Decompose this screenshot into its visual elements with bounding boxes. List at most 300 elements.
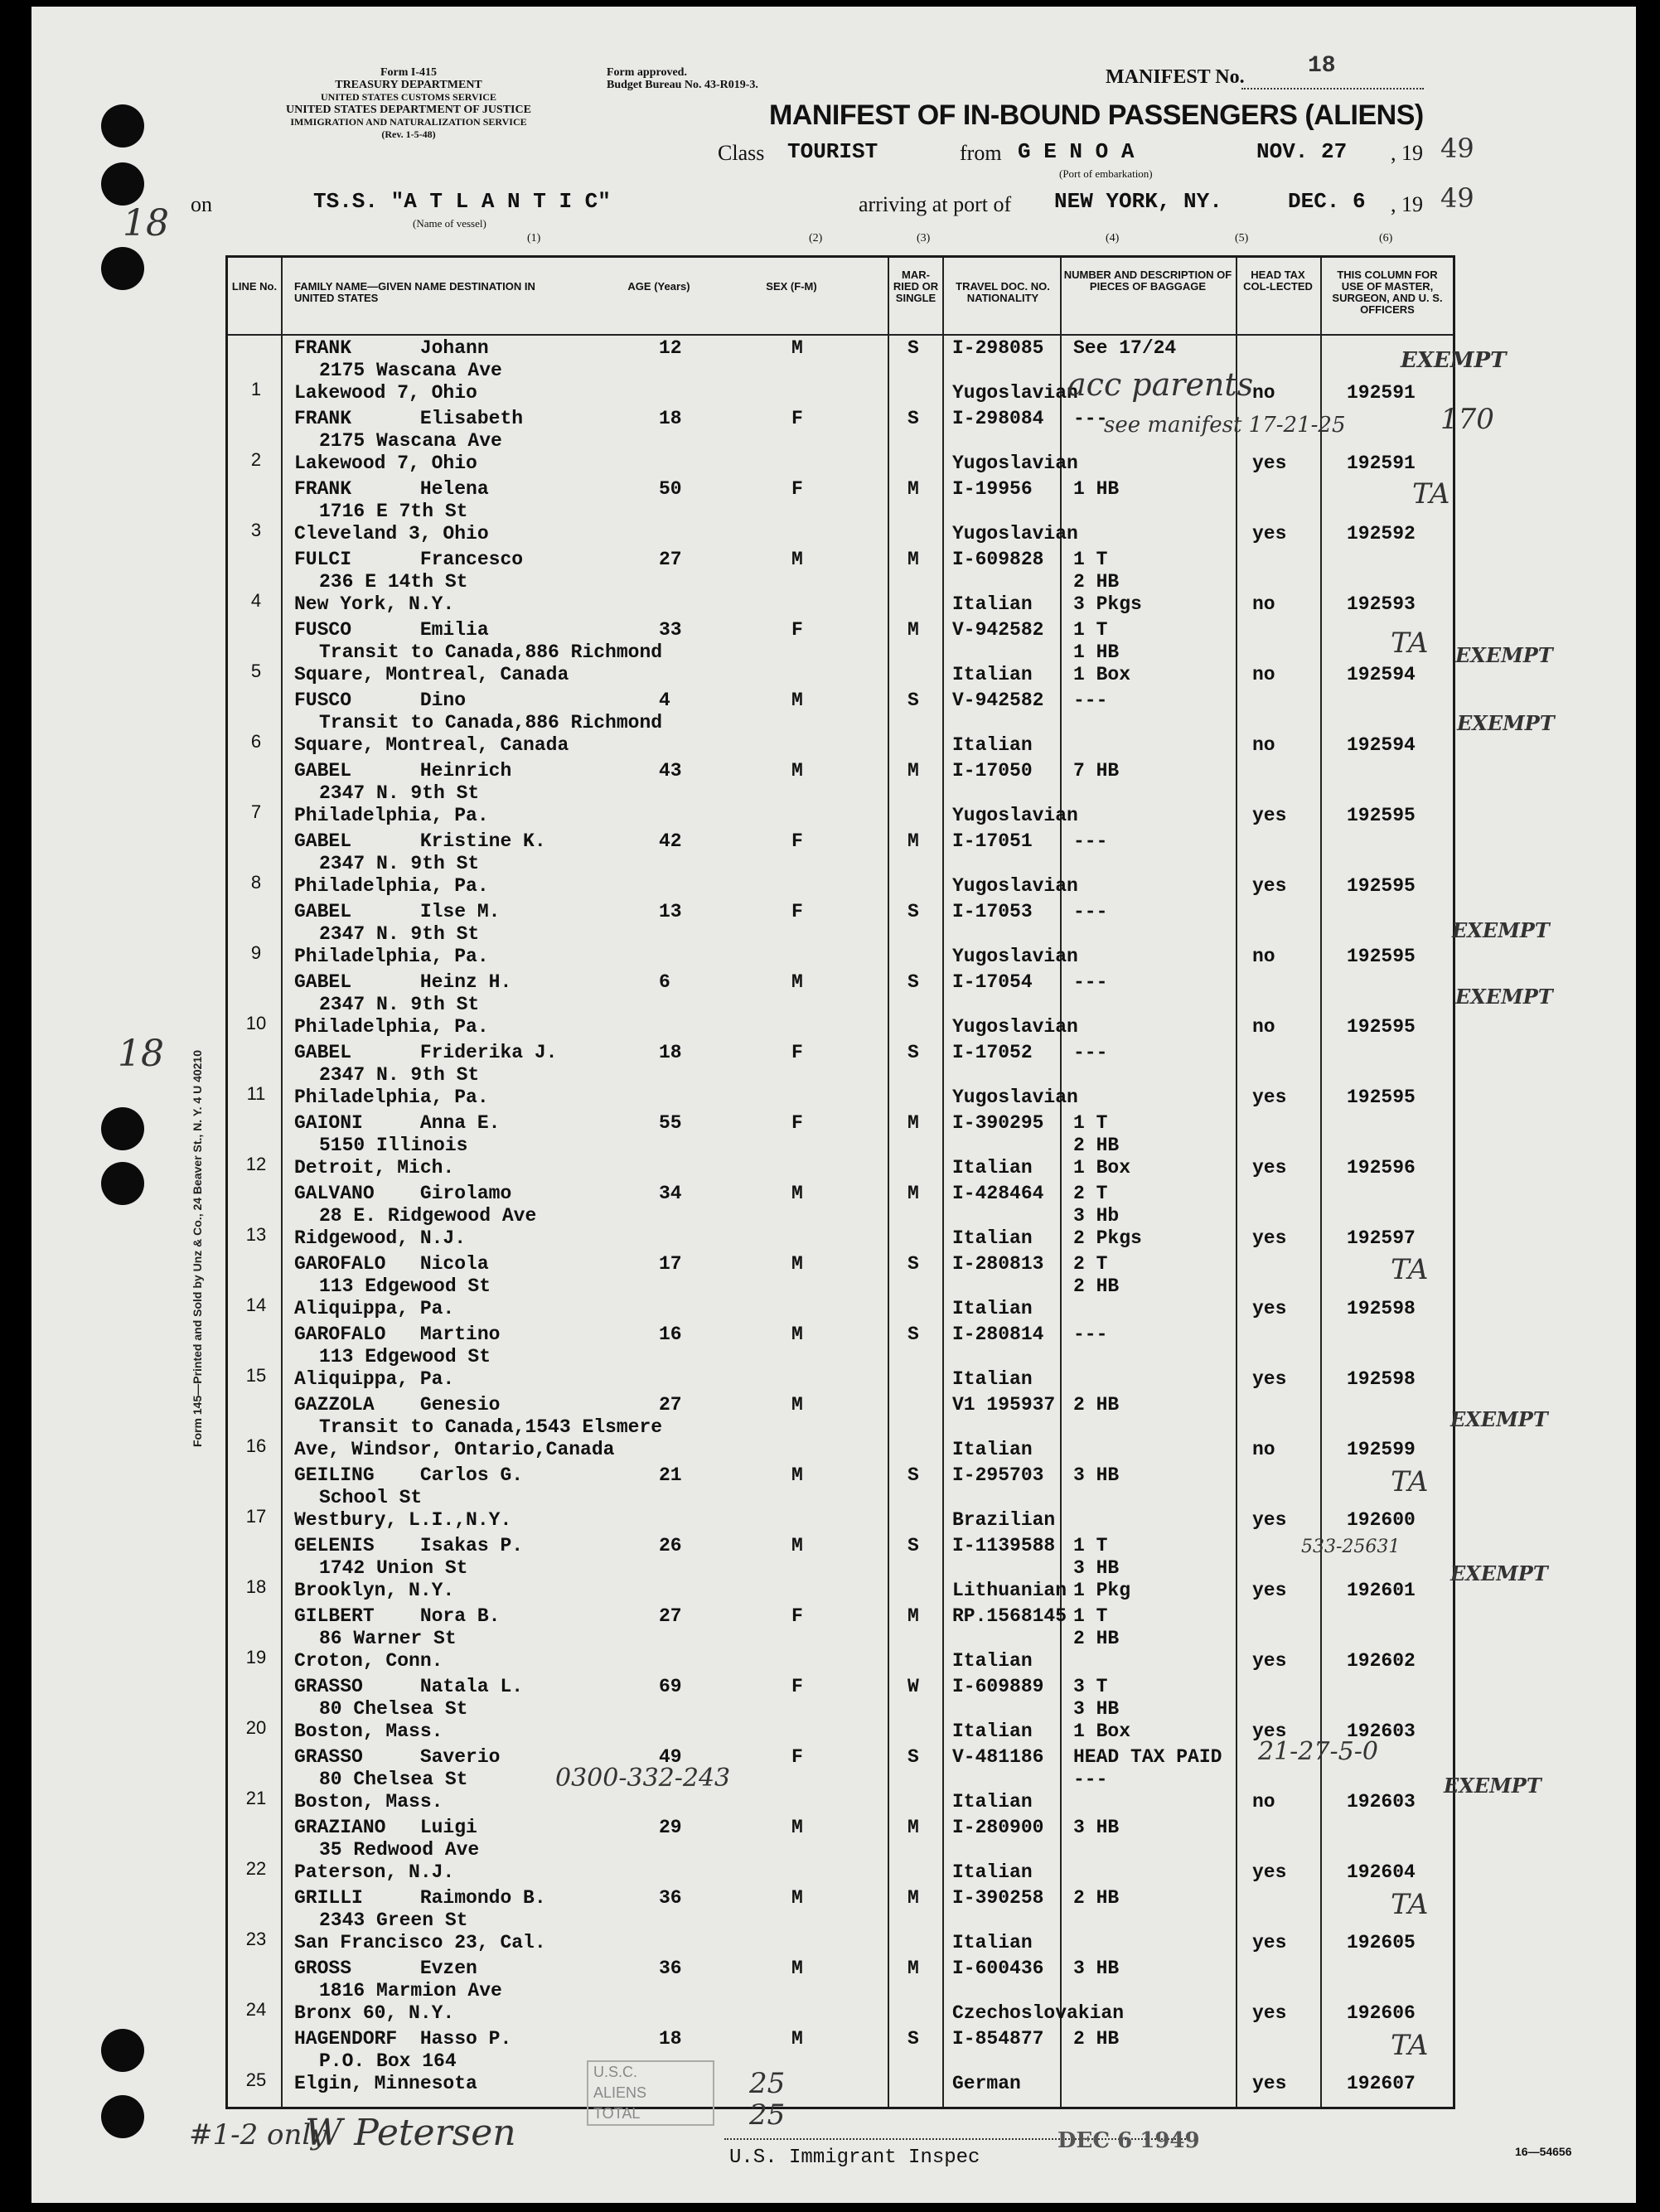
travel-doc-number: I-280814 [952, 1324, 1044, 1345]
line-number: 14 [245, 1295, 267, 1315]
nationality: Yugoslavian [952, 1087, 1078, 1108]
nationality: Italian [952, 1861, 1033, 1883]
marital-status: S [907, 1746, 919, 1768]
punch-hole [101, 1107, 144, 1150]
age: 12 [659, 337, 682, 359]
head-tax-collected: yes [1252, 1509, 1287, 1531]
baggage-line-1: 2 T [1073, 1183, 1108, 1204]
ta-mark: TA [1391, 1465, 1429, 1498]
ta-mark: TA [1391, 1888, 1429, 1921]
head-tax-collected: yes [1252, 1580, 1287, 1601]
customs-service: UNITED STATES CUSTOMS SERVICE [321, 91, 496, 103]
vessel-name: TS.S. "A T L A N T I C" [313, 189, 611, 214]
total-count-b: 25 [749, 2098, 786, 2132]
travel-doc-number: I-280813 [952, 1253, 1044, 1275]
travel-doc-number: I-295703 [952, 1464, 1044, 1486]
form-number: Form I-415 [380, 66, 438, 79]
marital-status: S [907, 1324, 919, 1345]
travel-doc-number: I-390258 [952, 1887, 1044, 1909]
passenger-name: FULCI Francesco [294, 549, 524, 570]
age: 13 [659, 901, 682, 922]
arrival-year-prefix: , 19 [1391, 192, 1423, 216]
punch-hole [101, 2095, 144, 2138]
travel-doc-number: I-280900 [952, 1817, 1044, 1838]
inspector-signature: W Petersen [305, 2112, 516, 2154]
officer-number: 192595 [1347, 946, 1416, 967]
travel-doc-number: I-17052 [952, 1042, 1033, 1063]
baggage-line-3: 1 Box [1073, 664, 1131, 685]
baggage-line-2: 3 HB [1073, 1698, 1120, 1720]
sex: F [791, 1676, 803, 1697]
nationality: Italian [952, 1157, 1033, 1179]
manifest-title: MANIFEST OF IN-BOUND PASSENGERS (ALIENS) [769, 99, 1424, 131]
nationality: Czechoslovakian [952, 2002, 1125, 2024]
head-tax-collected: yes [1252, 1650, 1287, 1672]
punch-hole [101, 104, 144, 148]
age: 69 [659, 1676, 682, 1697]
address-line-1: 2347 N. 9th St [319, 923, 480, 945]
marital-status: S [907, 408, 919, 429]
address-line-2: Boston, Mass. [294, 1721, 443, 1742]
address-line-2: Philadelphia, Pa. [294, 875, 489, 897]
hand-18-top: 18 [123, 202, 169, 244]
inspector-label: U.S. Immigrant Inspec [729, 2147, 980, 2169]
address-line-2: Croton, Conn. [294, 1650, 443, 1672]
marital-status: S [907, 337, 919, 359]
form-code: 16—54656 [1515, 2145, 1572, 2158]
colhead-travel: TRAVEL DOC. NO. NATIONALITY [956, 280, 1050, 304]
address-line-2: Elgin, Minnesota [294, 2073, 477, 2094]
baggage-line-1: --- [1073, 901, 1108, 922]
line-number: 22 [245, 1858, 267, 1879]
marital-status: M [907, 478, 919, 500]
travel-doc-number: I-298084 [952, 408, 1044, 429]
address-line-1: 113 Edgewood St [319, 1346, 491, 1367]
address-line-2: Lakewood 7, Ohio [294, 382, 477, 404]
baggage-line-1: --- [1073, 830, 1108, 852]
table-row [228, 1533, 1453, 1604]
nationality: Lithuanian [952, 1580, 1067, 1601]
marital-status: W [907, 1676, 919, 1697]
table-row [228, 1322, 1453, 1392]
baggage-line-2: 3 HB [1073, 1557, 1120, 1579]
age: 18 [659, 408, 682, 429]
address-line-2: Westbury, L.I.,N.Y. [294, 1509, 512, 1531]
nationality: Italian [952, 593, 1033, 615]
baggage-line-2: 2 HB [1073, 1275, 1120, 1297]
head-tax-collected: yes [1252, 1298, 1287, 1319]
head-tax-collected: yes [1252, 523, 1287, 545]
doj: UNITED STATES DEPARTMENT OF JUSTICE [286, 104, 531, 116]
nationality: Yugoslavian [952, 382, 1078, 404]
passenger-name: GRAZIANO Luigi [294, 1817, 477, 1838]
age: 18 [659, 1042, 682, 1063]
officer-number: 192599 [1347, 1439, 1416, 1460]
baggage-line-1: 7 HB [1073, 760, 1120, 782]
hand-acc-parents: acc parents [1067, 366, 1254, 403]
marital-status: M [907, 830, 919, 852]
address-line-1: 1716 E 7th St [319, 501, 468, 522]
punch-hole [101, 1162, 144, 1205]
nationality: Italian [952, 1227, 1033, 1249]
travel-doc-number: I-17054 [952, 971, 1033, 993]
revision: (Rev. 1-5-48) [381, 128, 436, 140]
address-line-2: Ave, Windsor, Ontario,Canada [294, 1439, 615, 1460]
marital-status: M [907, 619, 919, 641]
baggage-line-2: 1 HB [1073, 641, 1120, 663]
head-tax-collected: yes [1252, 2073, 1287, 2094]
baggage-line-3: 1 Box [1073, 1157, 1131, 1179]
nationality: Yugoslavian [952, 805, 1078, 826]
address-line-1: 86 Warner St [319, 1628, 457, 1649]
table-row [228, 1815, 1453, 1885]
colhead-line: LINE No. [231, 280, 278, 293]
head-tax-collected: yes [1252, 875, 1287, 897]
col-num-4: (4) [1106, 232, 1120, 244]
age: 21 [659, 1464, 682, 1486]
head-tax-collected: no [1252, 734, 1275, 756]
from-label: from [960, 141, 1002, 165]
sex: M [791, 1253, 803, 1275]
address-line-1: 113 Edgewood St [319, 1275, 491, 1297]
line-number: 12 [245, 1154, 267, 1174]
travel-doc-number: V-942582 [952, 690, 1044, 711]
passenger-name: GABEL Kristine K. [294, 830, 546, 852]
form-approved: Form approved. [607, 66, 687, 79]
stamp-line: TOTAL [593, 2105, 641, 2122]
table-row [228, 477, 1453, 547]
address-line-1: 1816 Marmion Ave [319, 1980, 502, 2001]
address-line-2: New York, N.Y. [294, 593, 455, 615]
passenger-name: GAZZOLA Genesio [294, 1394, 501, 1416]
travel-doc-number: I-600436 [952, 1958, 1044, 1979]
ta-mark: TA [1391, 627, 1429, 660]
punch-hole [101, 2029, 144, 2072]
marital-status: M [907, 1112, 919, 1134]
departure-year: 49 [1440, 133, 1474, 164]
baggage-line-1: 1 HB [1073, 478, 1120, 500]
punch-hole [101, 247, 144, 290]
sex: F [791, 408, 803, 429]
sex: M [791, 549, 803, 570]
officer-number: 192592 [1347, 523, 1416, 545]
head-tax-collected: yes [1252, 1721, 1287, 1742]
colhead-tax: HEAD TAX COL-LECTED [1243, 269, 1313, 293]
officer-number: 192591 [1347, 453, 1416, 474]
sex: F [791, 830, 803, 852]
address-line-2: Philadelphia, Pa. [294, 805, 489, 826]
officer-number: 192598 [1347, 1368, 1416, 1390]
nationality: Italian [952, 734, 1033, 756]
colhead-baggage: NUMBER AND DESCRIPTION OF PIECES OF BAGGAGE [1063, 269, 1232, 293]
form-approved-block [607, 66, 855, 91]
baggage-line-3: 2 Pkgs [1073, 1227, 1142, 1249]
address-line-1: 2343 Green St [319, 1909, 468, 1931]
sex: M [791, 1958, 803, 1979]
baggage-line-1: 1 T [1073, 1535, 1108, 1556]
travel-doc-number: I-390295 [952, 1112, 1044, 1134]
sex: M [791, 2028, 803, 2050]
line-number: 4 [250, 590, 262, 611]
address-line-1: 2175 Wascana Ave [319, 360, 502, 381]
marital-status: S [907, 971, 919, 993]
line-number: 10 [245, 1013, 267, 1033]
nationality: Italian [952, 1791, 1033, 1813]
passenger-name: GRASSO Natala L. [294, 1676, 524, 1697]
age: 27 [659, 549, 682, 570]
baggage-line-1: --- [1073, 408, 1108, 429]
line-number: 25 [245, 2069, 267, 2090]
passenger-name: GELENIS Isakas P. [294, 1535, 524, 1556]
treasury-dept: TREASURY DEPARTMENT [335, 79, 482, 91]
line-number: 1 [250, 379, 262, 399]
nationality: Italian [952, 1721, 1033, 1742]
address-line-2: Philadelphia, Pa. [294, 1087, 489, 1108]
age: 50 [659, 478, 682, 500]
ins: IMMIGRATION AND NATURALIZATION SERVICE [290, 116, 527, 128]
head-tax-collected: no [1252, 946, 1275, 967]
line-number: 16 [245, 1435, 267, 1456]
nationality: Yugoslavian [952, 453, 1078, 474]
date-stamp: DEC 6 1949 [1057, 2128, 1200, 2153]
baggage-line-1: 1 T [1073, 549, 1108, 570]
class-value: TOURIST [787, 139, 878, 164]
alien-total-stamp [587, 2060, 714, 2126]
baggage-line-1: HEAD TAX PAID [1073, 1746, 1222, 1768]
arriving-label: arriving at port of [859, 192, 1012, 216]
line-number: 21 [245, 1788, 267, 1808]
passenger-name: GAROFALO Nicola [294, 1253, 489, 1275]
table-row [228, 688, 1453, 758]
nationality: Italian [952, 1650, 1033, 1672]
head-tax-collected: yes [1252, 805, 1287, 826]
officer-number: 192602 [1347, 1650, 1416, 1672]
sex: M [791, 1183, 803, 1204]
colhead-name: FAMILY NAME—GIVEN NAME DESTINATION IN UNITED STATES [294, 280, 535, 304]
officer-number: 192607 [1347, 2073, 1416, 2094]
address-line-1: 5150 Illinois [319, 1135, 468, 1156]
sex: M [791, 1535, 803, 1556]
exempt-mark: EXEMPT [1452, 918, 1550, 942]
address-line-1: P.O. Box 164 [319, 2050, 457, 2072]
manifest-no-line [1241, 88, 1424, 90]
baggage-line-1: 3 HB [1073, 1958, 1120, 1979]
exempt-mark: EXEMPT [1450, 1561, 1548, 1585]
officer-number: 192606 [1347, 2002, 1416, 2024]
age: 55 [659, 1112, 682, 1134]
nationality: Yugoslavian [952, 1016, 1078, 1038]
passenger-name: FUSCO Dino [294, 690, 467, 711]
table-row [228, 1040, 1453, 1111]
marital-status: M [907, 760, 919, 782]
officer-number: 192603 [1347, 1721, 1416, 1742]
exempt-mark: EXEMPT [1457, 711, 1555, 735]
nationality: Italian [952, 1439, 1033, 1460]
passenger-name: GILBERT Nora B. [294, 1605, 501, 1627]
age: 18 [659, 2028, 682, 2050]
baggage-line-1: 2 T [1073, 1253, 1108, 1275]
baggage-line-2: 2 HB [1073, 571, 1120, 593]
table-row [228, 1181, 1453, 1251]
table-row [228, 970, 1453, 1040]
officer-number: 192595 [1347, 805, 1416, 826]
table-row [228, 1111, 1453, 1181]
baggage-line-1: 1 T [1073, 1605, 1108, 1627]
passenger-name: GABEL Heinrich [294, 760, 512, 782]
hand-see-manifest: see manifest 17-21-25 [1104, 413, 1346, 438]
baggage-line-1: 1 T [1073, 1112, 1108, 1134]
line-number: 20 [245, 1717, 267, 1738]
marital-status: M [907, 1605, 919, 1627]
age: 4 [659, 690, 670, 711]
departure-date: NOV. 27 [1256, 139, 1348, 164]
sex: M [791, 690, 803, 711]
exempt-mark: EXEMPT [1455, 985, 1553, 1009]
baggage-line-3: 1 Box [1073, 1721, 1131, 1742]
exempt-mark: EXEMPT [1444, 1774, 1541, 1798]
head-tax-collected: no [1252, 664, 1275, 685]
passenger-ledger [225, 255, 1455, 2109]
age: 49 [659, 1746, 682, 1768]
baggage-line-1: 3 T [1073, 1676, 1108, 1697]
ta-mark: TA [1391, 1253, 1429, 1286]
colhead-officers: THIS COLUMN FOR USE OF MASTER, SURGEON, AND U. S. OFFICERS [1332, 269, 1443, 316]
baggage-line-2: 3 Hb [1073, 1205, 1120, 1227]
colhead-sex: SEX (F-M) [766, 280, 817, 293]
line-number: 15 [245, 1365, 267, 1386]
vessel-label: (Name of vessel) [413, 217, 486, 230]
marital-status: M [907, 1887, 919, 1909]
address-line-1: 2347 N. 9th St [319, 994, 480, 1015]
nationality: Brazilian [952, 1509, 1056, 1531]
travel-doc-number: RP.1568145 [952, 1605, 1067, 1627]
age: 6 [659, 971, 670, 993]
head-tax-collected: no [1252, 1439, 1275, 1460]
hand-headtax-date: 21-27-5-0 [1258, 1737, 1378, 1766]
nationality: Italian [952, 1368, 1033, 1390]
head-tax-collected: yes [1252, 1932, 1287, 1953]
officer-number: 192594 [1347, 734, 1416, 756]
sex: F [791, 901, 803, 922]
stamp-line: ALIENS [593, 2084, 647, 2101]
age: 36 [659, 1887, 682, 1909]
passenger-name: GALVANO Girolamo [294, 1183, 512, 1204]
from-value: G E N O A [1018, 139, 1135, 164]
port-embarkation-label: (Port of embarkation) [1059, 167, 1153, 180]
baggage-line-1: 3 HB [1073, 1817, 1120, 1838]
stamp-line: U.S.C. [593, 2064, 638, 2080]
officer-number: 192591 [1347, 382, 1416, 404]
passenger-name: FRANK Elisabeth [294, 408, 524, 429]
travel-doc-number: I-609889 [952, 1676, 1044, 1697]
travel-doc-number: I-428464 [952, 1183, 1044, 1204]
nationality: Italian [952, 1932, 1033, 1953]
address-line-2: Philadelphia, Pa. [294, 946, 489, 967]
sex: M [791, 1817, 803, 1838]
total-count-a: 25 [749, 2067, 786, 2100]
baggage-line-1: --- [1073, 690, 1108, 711]
baggage-line-1: 1 T [1073, 619, 1108, 641]
sex: M [791, 1464, 803, 1486]
head-tax-collected: yes [1252, 1157, 1287, 1179]
baggage-line-3: 1 Pkg [1073, 1580, 1131, 1601]
arrival-date: DEC. 6 [1288, 189, 1366, 214]
line-number: 19 [245, 1647, 267, 1667]
exempt-mark: EXEMPT [1401, 348, 1507, 373]
address-line-2: Boston, Mass. [294, 1791, 443, 1813]
arrival-year: 49 [1440, 182, 1474, 214]
officer-number: 192596 [1347, 1157, 1416, 1179]
officer-number: 192600 [1347, 1509, 1416, 1531]
sex: M [791, 337, 803, 359]
nationality: German [952, 2073, 1021, 2094]
officer-number: 192595 [1347, 875, 1416, 897]
address-line-1: 1742 Union St [319, 1557, 468, 1579]
col-num-2: (2) [809, 232, 823, 244]
travel-doc-number: I-17053 [952, 901, 1033, 922]
address-line-2: San Francisco 23, Cal. [294, 1932, 546, 1953]
table-row [228, 2026, 1453, 2097]
age: 29 [659, 1817, 682, 1838]
hand-18-mid: 18 [118, 1033, 164, 1075]
col-num-5: (5) [1235, 232, 1249, 244]
sex: M [791, 1324, 803, 1345]
table-row [228, 899, 1453, 970]
baggage-line-1: 2 HB [1073, 1394, 1120, 1416]
passenger-name: GRASSO Saverio [294, 1746, 501, 1768]
age: 43 [659, 760, 682, 782]
marital-status: M [907, 1183, 919, 1204]
address-line-2: Brooklyn, N.Y. [294, 1580, 455, 1601]
marital-status: S [907, 2028, 919, 2050]
travel-doc-number: I-609828 [952, 549, 1044, 570]
address-line-1: 2347 N. 9th St [319, 1064, 480, 1086]
address-line-1: 35 Redwood Ave [319, 1839, 480, 1861]
address-line-2: Square, Montreal, Canada [294, 664, 569, 685]
on-label: on [191, 192, 212, 216]
address-line-1: 80 Chelsea St [319, 1698, 468, 1720]
travel-doc-number: I-298085 [952, 337, 1044, 359]
head-tax-collected: no [1252, 382, 1275, 404]
arrival-port: NEW YORK, NY. [1054, 189, 1222, 214]
officer-number: 192595 [1347, 1016, 1416, 1038]
sex: F [791, 1042, 803, 1063]
line-number: 5 [250, 661, 262, 681]
address-line-1: Transit to Canada,886 Richmond [319, 641, 663, 663]
address-line-2: Aliquippa, Pa. [294, 1368, 455, 1390]
baggage-line-2: 2 HB [1073, 1628, 1120, 1649]
line-number: 6 [250, 731, 262, 752]
sex: F [791, 1746, 803, 1768]
address-line-2: Ridgewood, N.J. [294, 1227, 467, 1249]
head-tax-collected: yes [1252, 453, 1287, 474]
ta-mark: TA [1391, 2029, 1429, 2062]
table-row [228, 617, 1453, 688]
head-tax-collected: no [1252, 1791, 1275, 1813]
table-row [228, 1463, 1453, 1533]
age: 26 [659, 1535, 682, 1556]
table-row [228, 829, 1453, 899]
head-tax-collected: yes [1252, 1368, 1287, 1390]
manifest-number: 18 [1308, 53, 1336, 79]
age: 36 [659, 1958, 682, 1979]
col-num-3: (3) [917, 232, 931, 244]
table-row [228, 1885, 1453, 1956]
address-line-1: 28 E. Ridgewood Ave [319, 1205, 537, 1227]
age: 27 [659, 1605, 682, 1627]
officer-number: 192603 [1347, 1791, 1416, 1813]
passenger-name: HAGENDORF Hasso P. [294, 2028, 512, 2050]
